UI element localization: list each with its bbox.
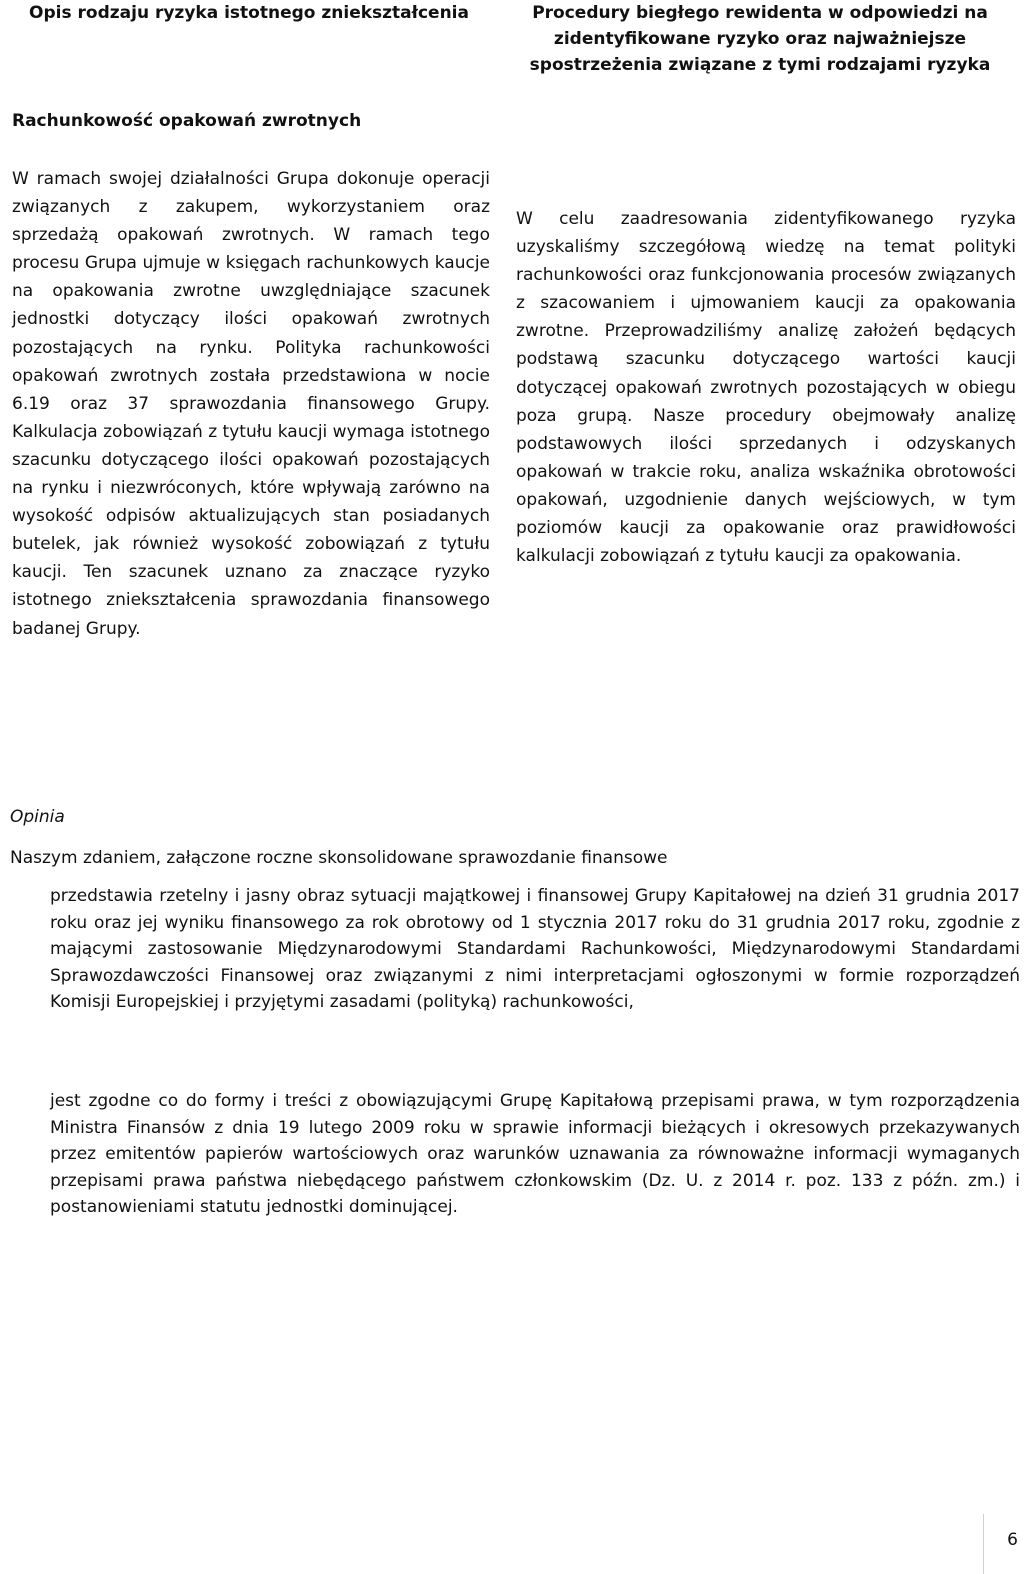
opinion-heading: Opinia <box>10 807 65 827</box>
risk-description-header: Opis rodzaju ryzyka istotnego zniekształcenia <box>29 3 469 23</box>
auditor-procedures-text: W celu zaadresowania zidentyfikowanego ryzyka uzyskaliśmy szczegółową wiedzę na temat polityki rachunkowości oraz funkcjonowania procesów związanych z szacowaniem i ujmowaniem kaucji za opakowania zwrotne. Przeprowadziliśmy analizę założeń będących podstawą szacunku dotyczącego wartości kaucji dotyczącej opakowań zwrotnych pozostających w obiegu poza grupą. Nasze procedury obejmowały analizę podstawowych ilości sprzedanych i odzyskanych opakowań w trakcie roku, analiza wskaźnika obrotowości opakowań, uzgodnienie danych wejściowych, w tym poziomów kaucji za opakowanie oraz prawidłowości kalkulacji zobowiązań z tytułu kaucji za opakowania. <box>516 209 1016 567</box>
risk-description-text: W ramach swojej działalności Grupa dokonuje operacji związanych z zakupem, wykorzystaniem oraz sprzedażą opakowań zwrotnych. W ramach tego procesu Grupa ujmuje w księgach rachunkowych kaucje na opakowania zwrotne uwzględniające szacunek jednostki dotyczący ilości opakowań zwrotnych pozostających na rynku. Polityka rachunkowości opakowań zwrotnych została przedstawiona w nocie 6.19 oraz 37 sprawozdania finansowego Grupy. Kalkulacja zobowiązań z tytułu kaucji wymaga istotnego szacunku dotyczącego ilości opakowań pozostających na rynku i niezwróconych, które wpływają zarówno na wysokość odpisów aktualizujących stan posiadanych butelek, jak również wysokość zobowiązań z tytułu kaucji. Ten szacunek uznano za znaczące ryzyko istotnego zniekształcenia sprawozdania finansowego badanej Grupy. <box>12 169 490 639</box>
opinion-paragraph-1: przedstawia rzetelny i jasny obraz sytuacji majątkowej i finansowej Grupy Kapitałowej na dzień 31 grudnia 2017 roku oraz jej wyniku finansowego za rok obrotowy od 1 stycznia 2017 roku do 31 grudnia 2017 roku, zgodnie z mającymi zastosowanie Międzynarodowymi Standardami Rachunkowości, Międzynarodowymi Standardami Sprawozdawczości Finansowej oraz związanymi z nimi interpretacjami ogłoszonymi w formie rozporządzeń Komisji Europejskiej i przyjętymi zasadami (polityką) rachunkowości, <box>50 886 1020 1013</box>
risk-title: Rachunkowość opakowań zwrotnych <box>12 111 362 131</box>
page-number: 6 <box>1007 1530 1018 1550</box>
opinion-intro: Naszym zdaniem, załączone roczne skonsolidowane sprawozdanie finansowe <box>10 848 668 868</box>
opinion-paragraph-2: jest zgodne co do formy i treści z obowiązującymi Grupę Kapitałową przepisami prawa, w tym rozporządzenia Ministra Finansów z dnia 19 lutego 2009 roku w sprawie informacji bieżących i okresowych przekazywanych przez emitentów papierów wartościowych oraz warunków uznawania za równoważne informacji wymaganych przepisami prawa państwa niebędącego państwem członkowskim (Dz. U. z 2014 r. poz. 133 z późn. zm.) i postanowieniami statutu jednostki dominującej. <box>50 1091 1020 1218</box>
auditor-procedures-header: Procedury biegłego rewidenta w odpowiedzi na zidentyfikowane ryzyko oraz najważniejsze spostrzeżenia związane z tymi rodzajami ryzyka <box>529 3 991 75</box>
